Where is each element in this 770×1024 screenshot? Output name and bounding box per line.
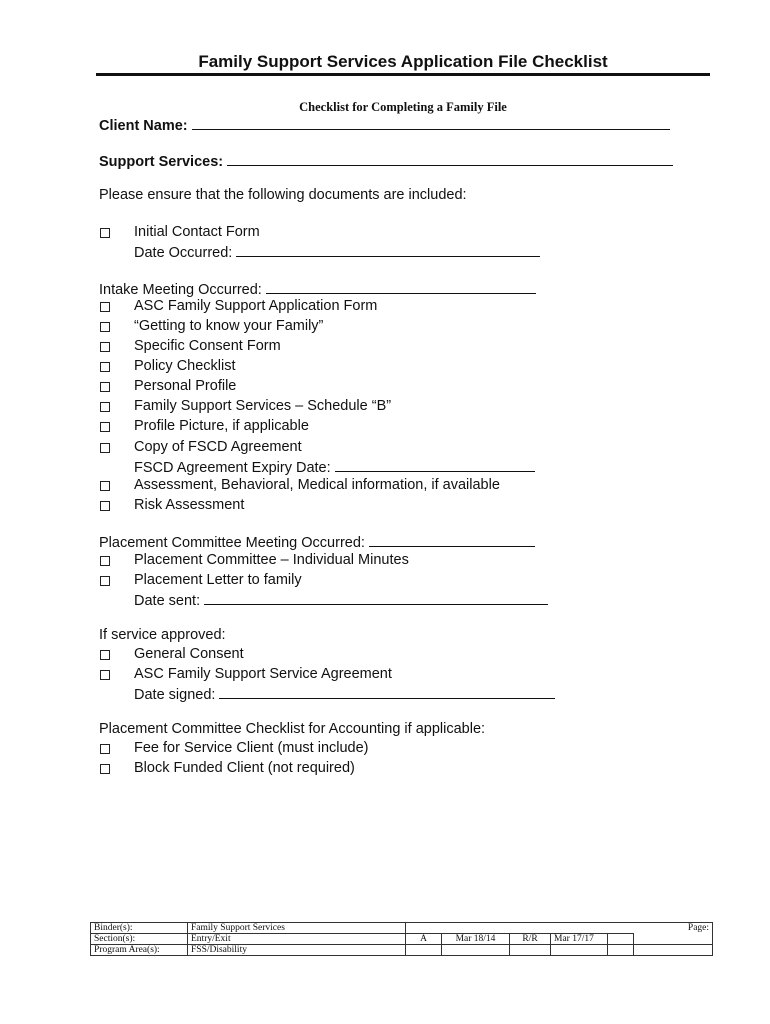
date-signed-label: Date signed:: [134, 687, 216, 703]
intake-meeting-blank[interactable]: [266, 280, 536, 294]
footer-sections-label: Section(s):: [91, 934, 188, 945]
item-service-agreement: ASC Family Support Service Agreement: [134, 666, 392, 682]
item-getting-to-know: “Getting to know your Family”: [134, 318, 324, 334]
support-services-field[interactable]: [99, 152, 673, 170]
checkbox-initial-contact[interactable]: [100, 228, 110, 238]
placement-meeting-label: Placement Committee Meeting Occurred:: [99, 535, 365, 551]
checkbox-placement-letter[interactable]: [100, 576, 110, 586]
checkbox-fscd-agreement[interactable]: [100, 443, 110, 453]
checkbox-policy-checklist[interactable]: [100, 362, 110, 372]
footer-binders-label: Binder(s):: [91, 923, 188, 934]
checkbox-service-agreement[interactable]: [100, 670, 110, 680]
checkbox-schedule-b[interactable]: [100, 402, 110, 412]
placement-meeting-field[interactable]: [99, 533, 535, 551]
item-initial-contact: Initial Contact Form: [134, 224, 260, 240]
checkbox-specific-consent[interactable]: [100, 342, 110, 352]
document-subtitle: Checklist for Completing a Family File: [299, 100, 507, 114]
intro-text: Please ensure that the following documents are included:: [99, 187, 467, 203]
date-signed-field[interactable]: [134, 685, 555, 703]
document-control-footer: [90, 922, 713, 956]
client-name-blank[interactable]: [192, 116, 670, 130]
title-rule: [96, 73, 710, 76]
footer-program-value: FSS/Disability: [188, 945, 406, 956]
checkbox-profile-picture[interactable]: [100, 422, 110, 432]
intake-meeting-label: Intake Meeting Occurred:: [99, 282, 262, 298]
checkbox-personal-profile[interactable]: [100, 382, 110, 392]
date-sent-field[interactable]: [134, 591, 548, 609]
item-general-consent: General Consent: [134, 646, 244, 662]
footer-binders-value: Family Support Services: [188, 923, 406, 934]
footer-page-label: Page:: [634, 923, 713, 934]
accounting-heading: Placement Committee Checklist for Accounting if applicable:: [99, 721, 486, 737]
item-specific-consent: Specific Consent Form: [134, 338, 281, 354]
footer-sections-value: Entry/Exit: [188, 934, 406, 945]
fscd-expiry-blank[interactable]: [335, 458, 535, 472]
item-fscd-agreement: Copy of FSCD Agreement: [134, 439, 302, 455]
footer-program-label: Program Area(s):: [91, 945, 188, 956]
date-sent-blank[interactable]: [204, 591, 548, 605]
item-individual-minutes: Placement Committee – Individual Minutes: [134, 552, 409, 568]
placement-meeting-blank[interactable]: [369, 533, 535, 547]
date-signed-blank[interactable]: [219, 685, 555, 699]
support-services-blank[interactable]: [227, 152, 673, 166]
footer-initials: R/R: [510, 934, 551, 945]
item-assessment: Assessment, Behavioral, Medical information, if available: [134, 477, 500, 493]
checkbox-assessment[interactable]: [100, 481, 110, 491]
checkbox-individual-minutes[interactable]: [100, 556, 110, 566]
checkbox-general-consent[interactable]: [100, 650, 110, 660]
date-occurred-blank[interactable]: [236, 243, 540, 257]
date-occurred-field[interactable]: [134, 243, 540, 261]
item-risk-assessment: Risk Assessment: [134, 497, 245, 513]
footer-revision: A: [406, 934, 442, 945]
item-personal-profile: Personal Profile: [134, 378, 237, 394]
footer-date-2: Mar 17/17: [551, 934, 608, 945]
fscd-expiry-field[interactable]: [134, 458, 535, 476]
checkbox-block-funded[interactable]: [100, 764, 110, 774]
footer-date-1: Mar 18/14: [442, 934, 510, 945]
item-schedule-b: Family Support Services – Schedule “B”: [134, 398, 392, 414]
client-name-field[interactable]: [99, 116, 670, 134]
item-placement-letter: Placement Letter to family: [134, 572, 302, 588]
item-application-form: ASC Family Support Application Form: [134, 298, 378, 314]
item-block-funded: Block Funded Client (not required): [134, 760, 355, 776]
date-sent-label: Date sent:: [134, 593, 201, 609]
fscd-expiry-label: FSCD Agreement Expiry Date:: [134, 460, 331, 476]
checkbox-fee-for-service[interactable]: [100, 744, 110, 754]
intake-meeting-field[interactable]: [99, 280, 536, 298]
checkbox-application-form[interactable]: [100, 302, 110, 312]
item-fee-for-service: Fee for Service Client (must include): [134, 740, 369, 756]
client-name-label: Client Name:: [99, 118, 188, 134]
item-profile-picture: Profile Picture, if applicable: [134, 418, 309, 434]
item-policy-checklist: Policy Checklist: [134, 358, 236, 374]
support-services-label: Support Services:: [99, 154, 224, 170]
date-occurred-label: Date Occurred:: [134, 245, 233, 261]
checkbox-getting-to-know[interactable]: [100, 322, 110, 332]
checkbox-risk-assessment[interactable]: [100, 501, 110, 511]
document-title: Family Support Services Application File Checklist: [198, 52, 608, 71]
service-approved-heading: If service approved:: [99, 627, 226, 643]
